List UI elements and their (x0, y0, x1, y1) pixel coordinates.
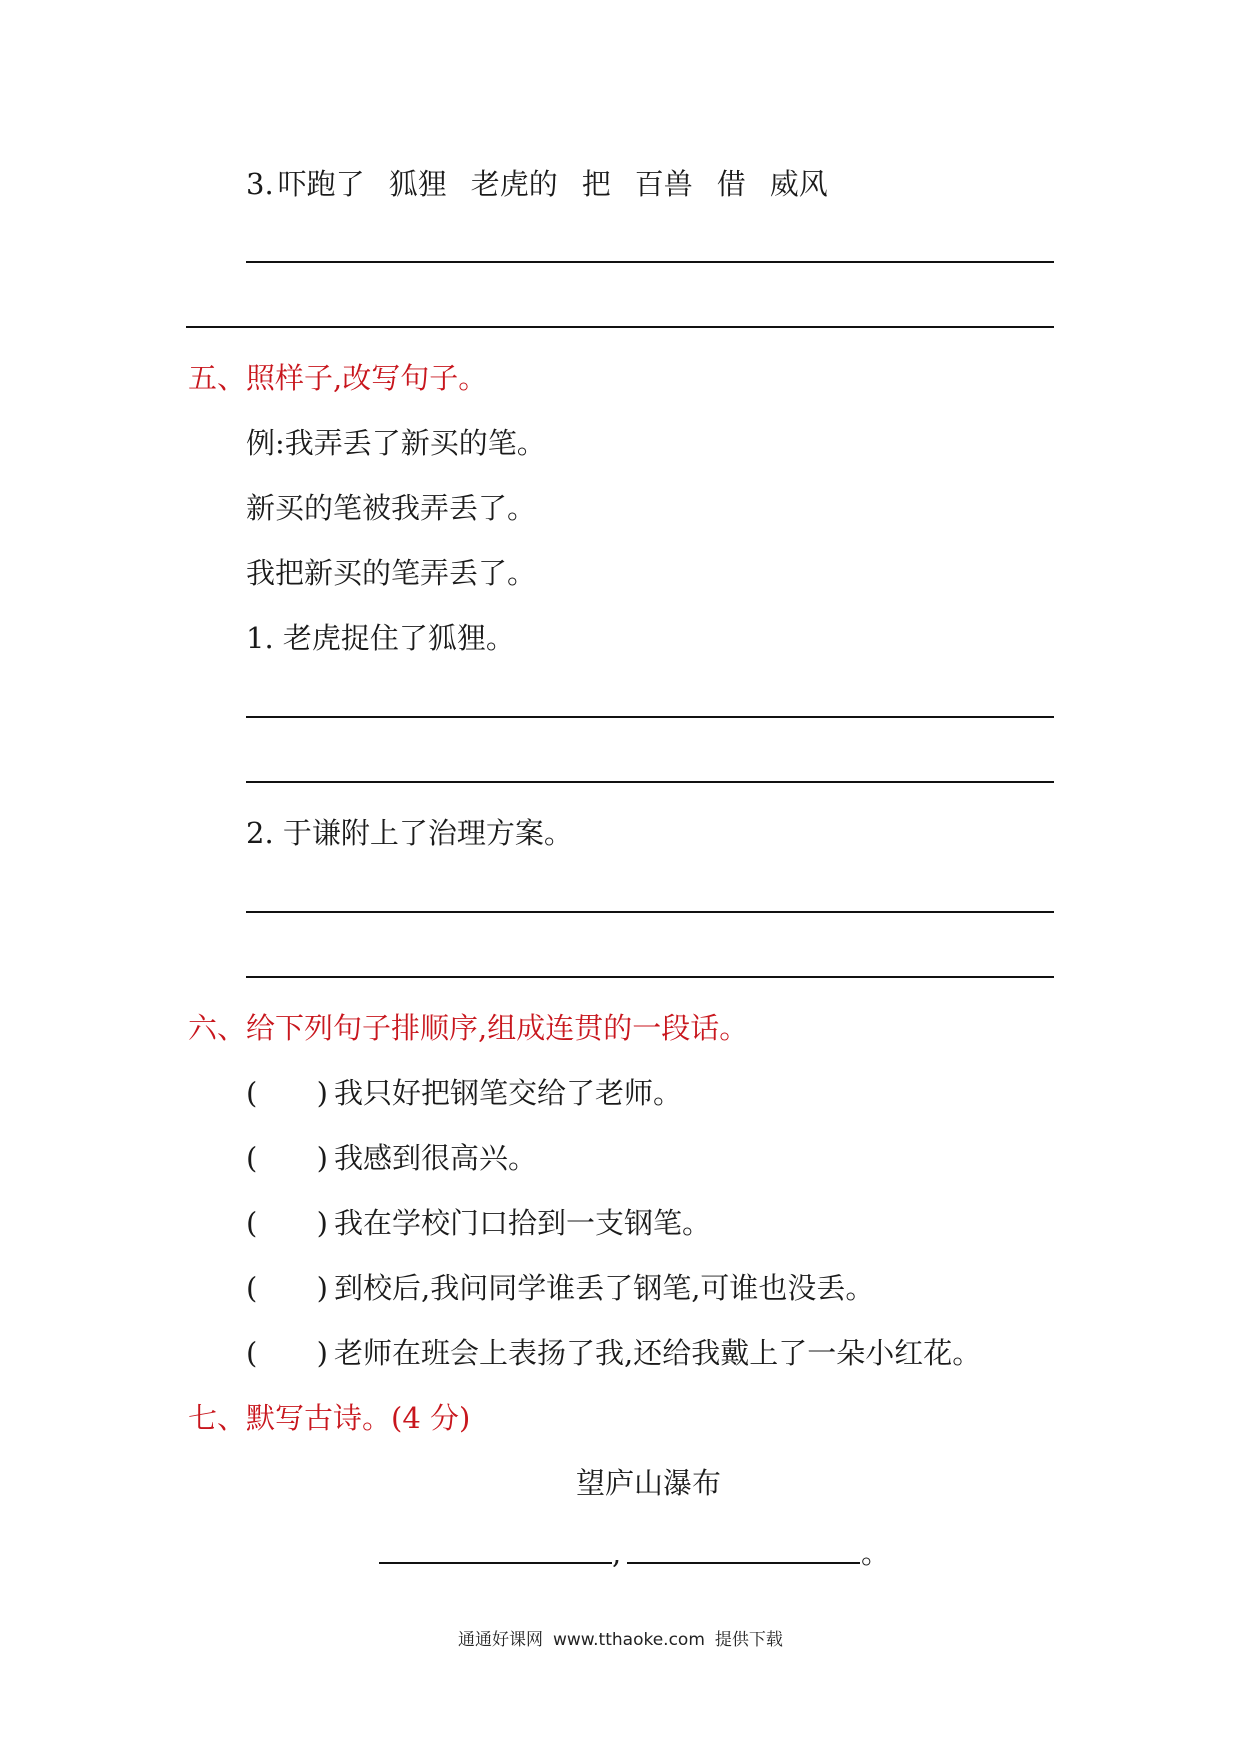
section-heading-5: 五、照样子,改写句子。 (188, 361, 488, 395)
order-item-text: 到校后,我问同学谁丢了钢笔,可谁也没丢。 (334, 1271, 875, 1305)
q4-item-3 (246, 166, 828, 202)
answer-line[interactable] (246, 261, 1054, 263)
order-item-text: 我感到很高兴。 (334, 1141, 538, 1175)
q4-item-3-number: 3. (246, 167, 274, 201)
word-chip: 狐狸 (388, 167, 447, 201)
poem-blank[interactable] (379, 1562, 612, 1564)
poem-period: 。 (861, 1536, 891, 1570)
order-slot[interactable]: ( ) (246, 1271, 328, 1305)
order-item (246, 1140, 537, 1176)
order-item-text: 我在学校门口拾到一支钢笔。 (334, 1206, 712, 1240)
footer-credit (458, 1629, 783, 1651)
q5-item-1: 1. 老虎捉住了狐狸。 (246, 621, 515, 655)
order-item-text: 老师在班会上表扬了我,还给我戴上了一朵小红花。 (334, 1336, 982, 1370)
order-item (246, 1270, 874, 1306)
poem-blank[interactable] (627, 1562, 860, 1564)
answer-line[interactable] (246, 911, 1054, 913)
section-heading-6: 六、给下列句子排顺序,组成连贯的一段话。 (188, 1011, 749, 1045)
answer-line[interactable] (246, 781, 1054, 783)
order-slot[interactable]: ( ) (246, 1076, 328, 1110)
answer-line[interactable] (246, 716, 1054, 718)
section-heading-7: 七、默写古诗。(4 分) (188, 1401, 471, 1435)
order-slot[interactable]: ( ) (246, 1336, 328, 1370)
example-rewrite-2: 我把新买的笔弄丢了。 (246, 556, 537, 590)
order-item (246, 1075, 682, 1111)
word-chip: 把 (581, 167, 611, 201)
order-item-text: 我只好把钢笔交给了老师。 (334, 1076, 683, 1110)
order-slot[interactable]: ( ) (246, 1206, 328, 1240)
example-sentence (246, 425, 546, 461)
word-chip: 威风 (769, 167, 828, 201)
q5-item-2: 2. 于谦附上了治理方案。 (246, 816, 573, 850)
example-text: 我弄丢了新买的笔。 (284, 426, 546, 460)
poem-comma: , (612, 1536, 622, 1570)
footer-url[interactable]: www.tthaoke.com (553, 1630, 705, 1650)
order-slot[interactable]: ( ) (246, 1141, 328, 1175)
order-item (246, 1205, 711, 1241)
poem-title: 望庐山瀑布 (576, 1466, 722, 1500)
example-label: 例: (246, 426, 285, 460)
word-chip: 老虎的 (470, 167, 558, 201)
answer-line[interactable] (246, 976, 1054, 978)
word-chip: 吓跑了 (277, 167, 365, 201)
answer-line[interactable] (186, 326, 1054, 328)
footer-suffix: 提供下载 (714, 1630, 783, 1650)
word-chip: 借 (716, 167, 746, 201)
order-item (246, 1335, 981, 1371)
footer-site-name: 通通好课网 (458, 1630, 543, 1650)
word-chip: 百兽 (634, 167, 693, 201)
example-rewrite-1: 新买的笔被我弄丢了。 (246, 491, 537, 525)
